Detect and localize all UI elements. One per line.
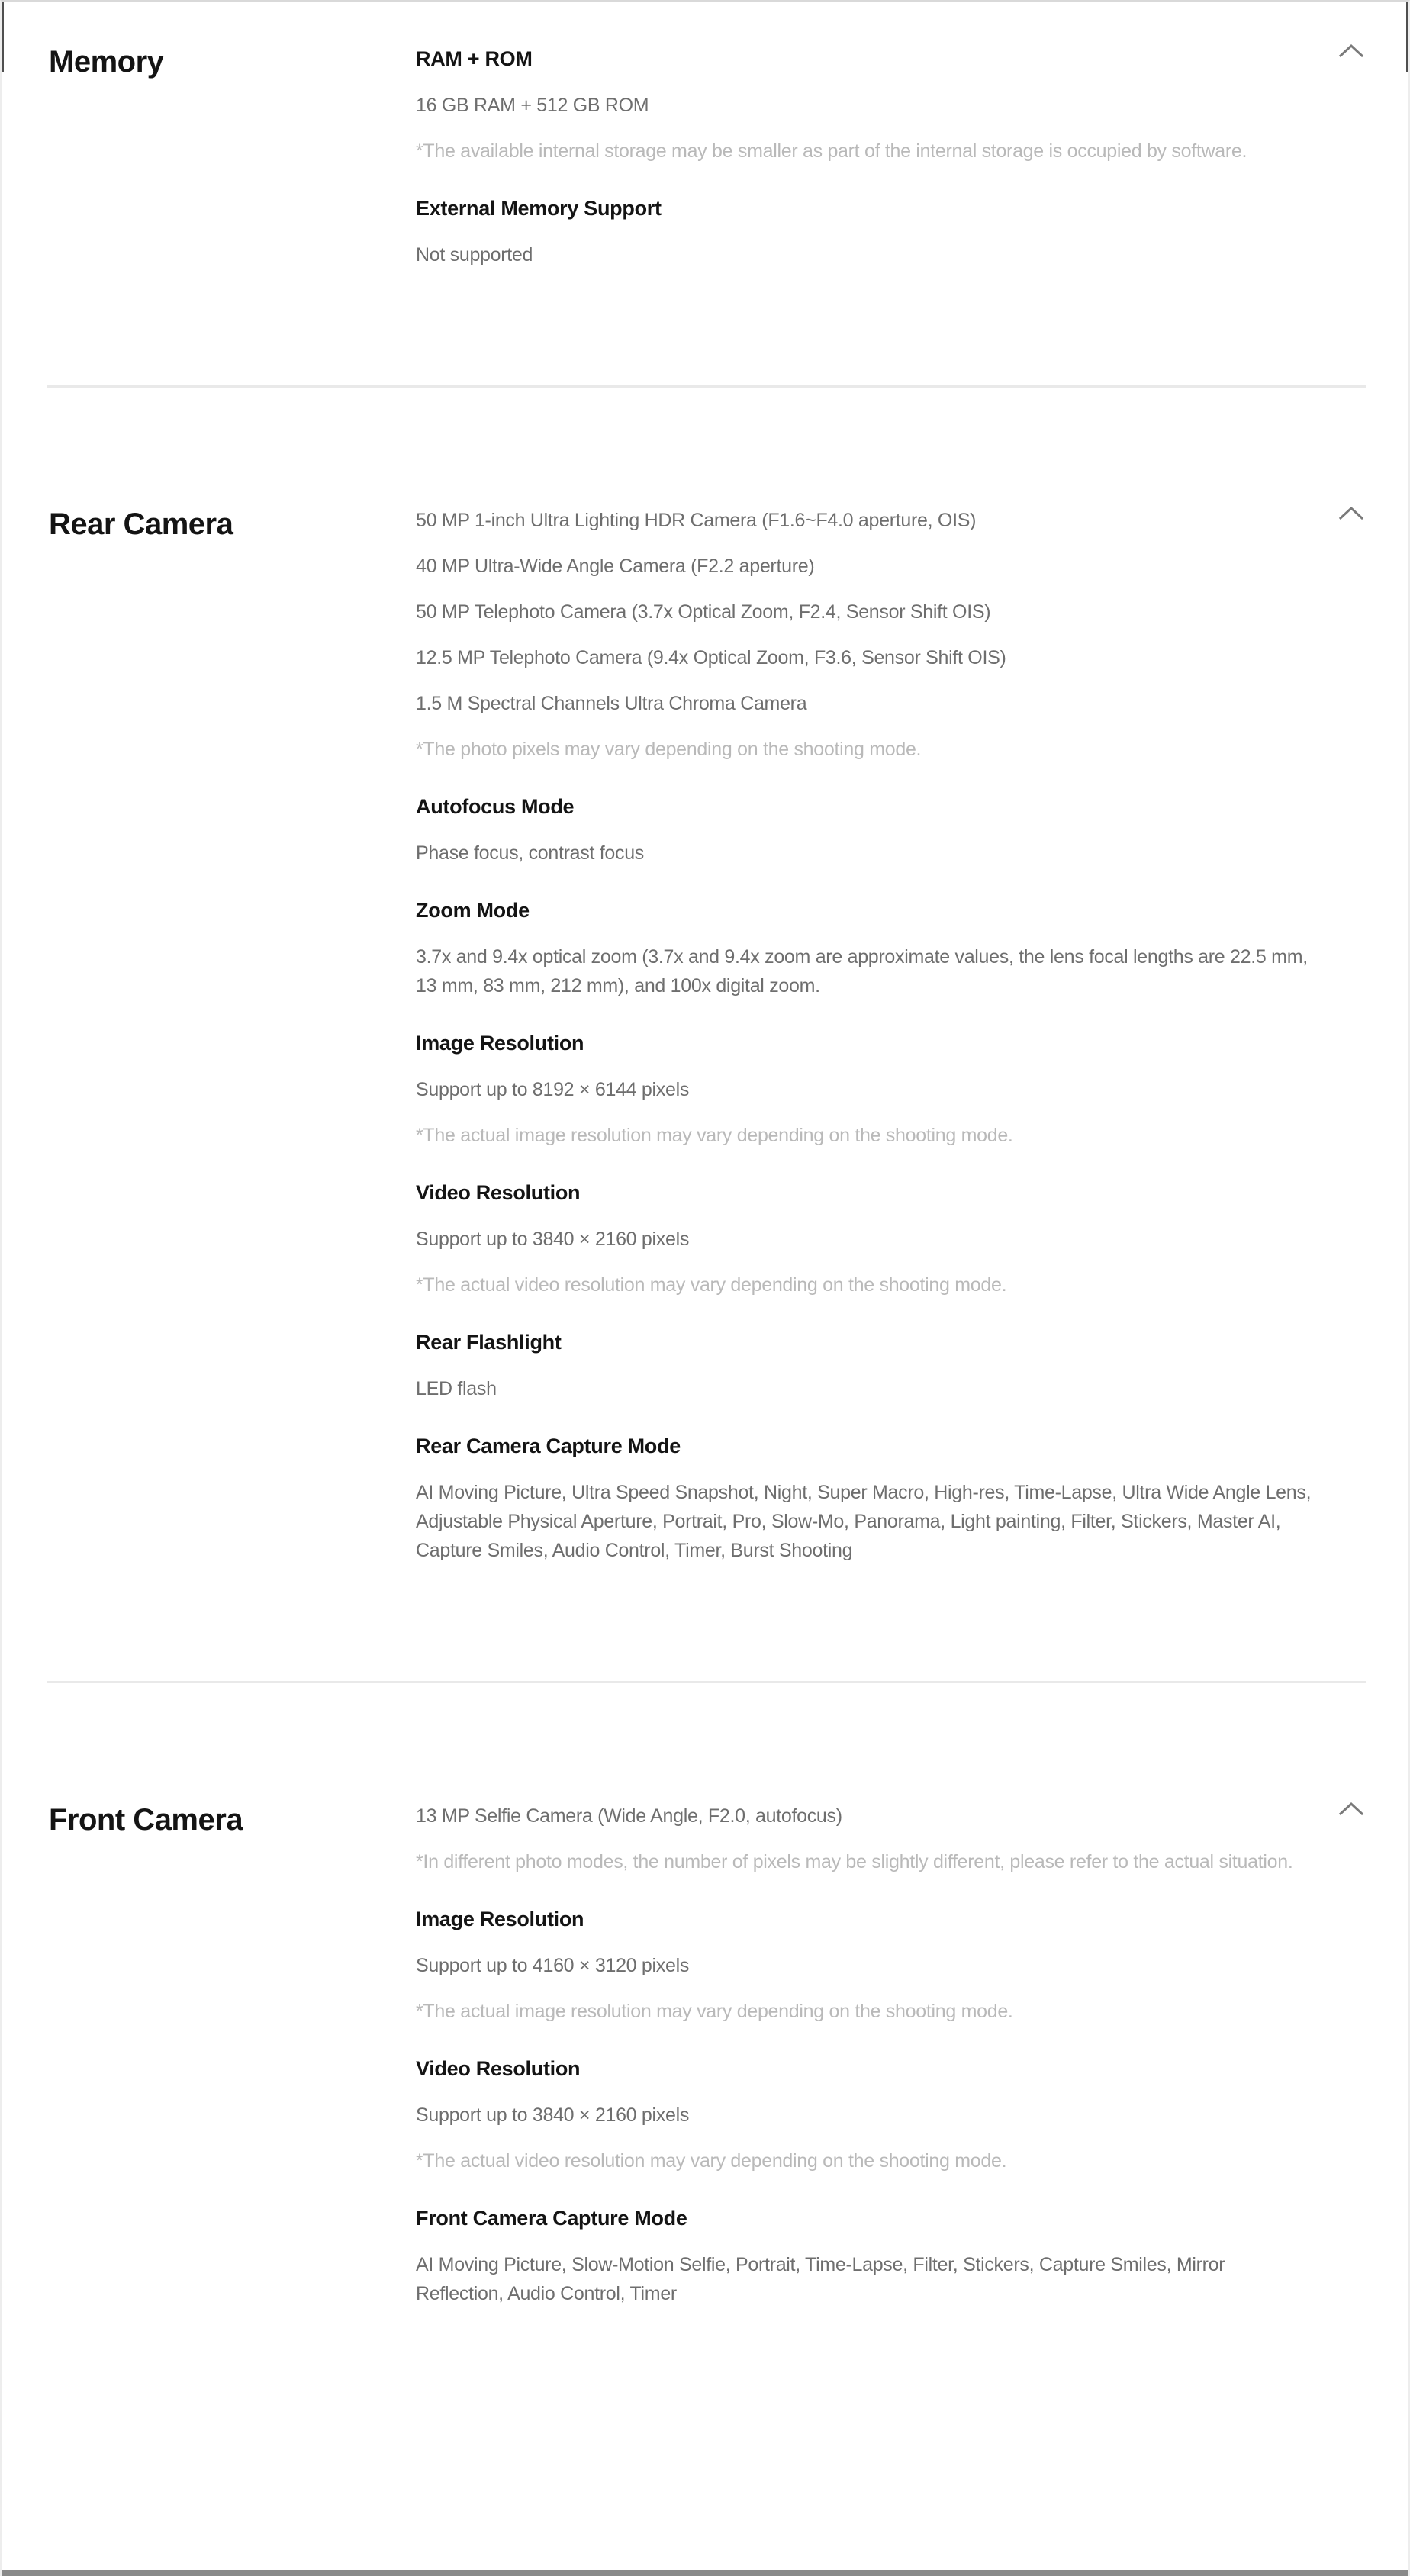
spec-heading: Rear Camera Capture Mode (416, 1435, 681, 1457)
spec-item-ram-rom (416, 43, 1316, 166)
spec-value: Support up to 8192 × 6144 pixels (416, 1079, 690, 1100)
section-title-column (49, 43, 416, 286)
section-content-column (416, 506, 1316, 1582)
spec-heading: Rear Flashlight (416, 1331, 562, 1354)
spec-value: 13 MP Selfie Camera (Wide Angle, F2.0, autofocus) (416, 1805, 842, 1827)
spec-item-image-resolution (416, 1028, 1316, 1150)
spec-heading: External Memory Support (416, 197, 662, 220)
spec-item-rear-camera-overview (416, 506, 1316, 764)
spec-heading: Zoom Mode (416, 899, 530, 922)
spec-item-autofocus-mode (416, 791, 1316, 868)
spec-value: 50 MP 1-inch Ultra Lighting HDR Camera (F1.6~F4.0 aperture, OIS) (416, 510, 977, 531)
spec-value: 3.7x and 9.4x optical zoom (3.7x and 9.4x zoom are approximate values, the lens focal lengths are 22.5 mm, 13 mm, 83 mm, 212 mm), and 100x digital zoom. (416, 946, 1308, 997)
spec-footnote: *The actual video resolution may vary depending on the shooting mode. (416, 1274, 1007, 1296)
spec-value: Not supported (416, 244, 533, 266)
spec-value: Support up to 3840 × 2160 pixels (416, 2104, 690, 2126)
spec-item-image-resolution (416, 1904, 1316, 2026)
spec-heading: Image Resolution (416, 1908, 584, 1930)
section-front-camera (2, 1683, 1408, 2325)
section-title-column (49, 506, 416, 1582)
page-edge-strip-left (2, 2, 4, 72)
spec-footnote: *The actual video resolution may vary depending on the shooting mode. (416, 2150, 1007, 2172)
section-title: Memory (49, 45, 164, 79)
collapse-memory-button[interactable] (1338, 41, 1366, 60)
section-memory (2, 2, 1408, 286)
spec-value: Support up to 3840 × 2160 pixels (416, 1228, 690, 1250)
spec-heading: Autofocus Mode (416, 795, 575, 818)
collapse-front-camera-button[interactable] (1338, 1799, 1366, 1818)
page-bottom-band (2, 2570, 1408, 2576)
spec-heading: Video Resolution (416, 2057, 581, 2080)
spec-item-rear-capture-mode (416, 1431, 1316, 1565)
page-edge-strip-right (1406, 2, 1408, 72)
chevron-up-icon (1338, 43, 1364, 58)
spec-value: 40 MP Ultra-Wide Angle Camera (F2.2 aperture) (416, 555, 815, 577)
spec-value: AI Moving Picture, Slow-Motion Selfie, Portrait, Time-Lapse, Filter, Stickers, Capture Smiles, Mirror Reflection, Audio Control, Timer (416, 2254, 1225, 2304)
spec-footnote: *The available internal storage may be smaller as part of the internal storage is occupied by software. (416, 140, 1247, 162)
spec-value: Phase focus, contrast focus (416, 842, 645, 864)
spec-footnote: *The actual image resolution may vary depending on the shooting mode. (416, 2001, 1013, 2022)
spec-item-video-resolution (416, 2053, 1316, 2175)
spec-item-external-memory (416, 193, 1316, 269)
section-title: Rear Camera (49, 507, 233, 541)
spec-value: LED flash (416, 1378, 497, 1399)
spec-value: 50 MP Telephoto Camera (3.7x Optical Zoom, F2.4, Sensor Shift OIS) (416, 601, 991, 623)
spec-item-zoom-mode (416, 895, 1316, 1000)
section-title-column (49, 1802, 416, 2325)
spec-footnote: *In different photo modes, the number of pixels may be slightly different, please refer to the actual situation. (416, 1851, 1293, 1872)
spec-heading: Front Camera Capture Mode (416, 2207, 687, 2230)
spec-value: 1.5 M Spectral Channels Ultra Chroma Camera (416, 693, 807, 714)
section-title: Front Camera (49, 1803, 243, 1837)
spec-item-front-camera-overview (416, 1802, 1316, 1876)
collapse-rear-camera-button[interactable] (1338, 504, 1366, 522)
spec-heading: Image Resolution (416, 1032, 584, 1055)
spec-value: 12.5 MP Telephoto Camera (9.4x Optical Zoom, F3.6, Sensor Shift OIS) (416, 647, 1006, 668)
section-rear-camera (2, 388, 1408, 1582)
spec-value: Support up to 4160 × 3120 pixels (416, 1955, 690, 1976)
spec-item-video-resolution (416, 1177, 1316, 1299)
section-content-column (416, 1802, 1316, 2325)
spec-heading: Video Resolution (416, 1181, 581, 1204)
chevron-up-icon (1338, 1801, 1364, 1816)
spec-item-rear-flashlight (416, 1327, 1316, 1403)
spec-heading: RAM + ROM (416, 47, 533, 70)
spec-value: AI Moving Picture, Ultra Speed Snapshot, Night, Super Macro, High-res, Time-Lapse, Ultra Wide Angle Lens, Adjustable Physical Aperture, Portrait, Pro, Slow-Mo, Panorama, Light painting, Filter, Stickers, Master AI, Capture Smiles, Audio Control, Timer, Burst Shooting (416, 1482, 1312, 1561)
spec-value: 16 GB RAM + 512 GB ROM (416, 95, 649, 116)
chevron-up-icon (1338, 505, 1364, 520)
spec-item-front-capture-mode (416, 2203, 1316, 2308)
spec-footnote: *The actual image resolution may vary depending on the shooting mode. (416, 1125, 1013, 1146)
spec-footnote: *The photo pixels may vary depending on the shooting mode. (416, 739, 922, 760)
section-content-column (416, 43, 1316, 286)
